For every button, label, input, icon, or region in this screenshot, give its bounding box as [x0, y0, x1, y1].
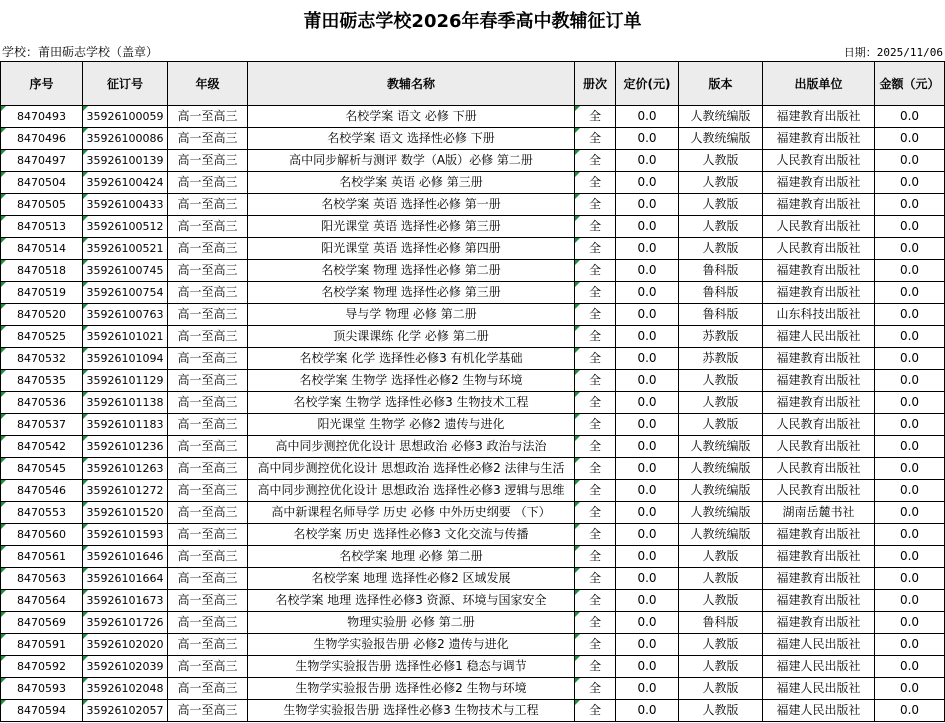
date-label: 日期：2025/11/06 — [843, 46, 943, 59]
header-col-order-code: 征订号 — [83, 62, 168, 106]
cell-grade: 高一至高三 — [168, 392, 248, 414]
cell-edition: 人教版 — [679, 414, 763, 436]
cell-volume: 全 — [575, 546, 616, 568]
cell-order-code: 35926101021 — [83, 326, 168, 348]
cell-amount: 0.0 — [875, 238, 945, 260]
table-row — [1, 634, 945, 656]
cell-grade: 高一至高三 — [168, 546, 248, 568]
cell-order-code: 35926101236 — [83, 436, 168, 458]
cell-seq: 8470525 — [1, 326, 83, 348]
header-col-amount: 金额（元） — [875, 62, 945, 106]
cell-amount: 0.0 — [875, 568, 945, 590]
cell-book-name: 名校学案 英语 选择性必修 第一册 — [248, 194, 575, 216]
cell-order-code: 35926101520 — [83, 502, 168, 524]
cell-grade: 高一至高三 — [168, 458, 248, 480]
cell-book-name: 名校学案 生物学 选择性必修2 生物与环境 — [248, 370, 575, 392]
header-col-publisher: 出版单位 — [763, 62, 875, 106]
cell-amount: 0.0 — [875, 458, 945, 480]
cell-price: 0.0 — [616, 238, 679, 260]
cell-order-code: 35926101183 — [83, 414, 168, 436]
cell-seq: 8470505 — [1, 194, 83, 216]
cell-price: 0.0 — [616, 656, 679, 678]
cell-grade: 高一至高三 — [168, 700, 248, 722]
cell-book-name: 名校学案 生物学 选择性必修3 生物技术工程 — [248, 392, 575, 414]
cell-amount: 0.0 — [875, 370, 945, 392]
cell-publisher: 福建人民出版社 — [763, 326, 875, 348]
cell-seq: 8470532 — [1, 348, 83, 370]
cell-price: 0.0 — [616, 700, 679, 722]
table-row — [1, 128, 945, 150]
cell-grade: 高一至高三 — [168, 502, 248, 524]
cell-amount: 0.0 — [875, 502, 945, 524]
table-row — [1, 678, 945, 700]
cell-publisher: 福建人民出版社 — [763, 656, 875, 678]
cell-price: 0.0 — [616, 128, 679, 150]
cell-price: 0.0 — [616, 392, 679, 414]
cell-price: 0.0 — [616, 282, 679, 304]
cell-publisher: 福建教育出版社 — [763, 172, 875, 194]
cell-grade: 高一至高三 — [168, 656, 248, 678]
cell-book-name: 生物学实验报告册 选择性必修1 稳态与调节 — [248, 656, 575, 678]
cell-seq: 8470592 — [1, 656, 83, 678]
table-row — [1, 348, 945, 370]
cell-edition: 人教统编版 — [679, 458, 763, 480]
header-col-book-name: 教辅名称 — [248, 62, 575, 106]
cell-volume: 全 — [575, 612, 616, 634]
cell-seq: 8470520 — [1, 304, 83, 326]
cell-grade: 高一至高三 — [168, 128, 248, 150]
cell-grade: 高一至高三 — [168, 480, 248, 502]
header-col-volume: 册次 — [575, 62, 616, 106]
cell-publisher: 福建教育出版社 — [763, 524, 875, 546]
header-col-grade: 年级 — [168, 62, 248, 106]
cell-order-code: 35926101272 — [83, 480, 168, 502]
cell-edition: 人教版 — [679, 150, 763, 172]
cell-amount: 0.0 — [875, 172, 945, 194]
cell-order-code: 35926102057 — [83, 700, 168, 722]
cell-edition: 人教版 — [679, 700, 763, 722]
cell-seq: 8470546 — [1, 480, 83, 502]
cell-amount: 0.0 — [875, 260, 945, 282]
table-row — [1, 436, 945, 458]
cell-volume: 全 — [575, 480, 616, 502]
cell-book-name: 名校学案 英语 必修 第三册 — [248, 172, 575, 194]
table-header-row — [1, 62, 945, 106]
table-body — [1, 106, 945, 722]
cell-price: 0.0 — [616, 568, 679, 590]
cell-order-code: 35926100754 — [83, 282, 168, 304]
cell-publisher: 福建教育出版社 — [763, 590, 875, 612]
cell-price: 0.0 — [616, 436, 679, 458]
order-table — [0, 61, 945, 722]
cell-publisher: 福建教育出版社 — [763, 128, 875, 150]
cell-seq: 8470536 — [1, 392, 83, 414]
cell-price: 0.0 — [616, 590, 679, 612]
cell-price: 0.0 — [616, 612, 679, 634]
cell-order-code: 35926101094 — [83, 348, 168, 370]
cell-publisher: 福建教育出版社 — [763, 568, 875, 590]
cell-seq: 8470497 — [1, 150, 83, 172]
cell-seq: 8470493 — [1, 106, 83, 128]
cell-seq: 8470553 — [1, 502, 83, 524]
cell-volume: 全 — [575, 656, 616, 678]
cell-edition: 人教版 — [679, 656, 763, 678]
cell-order-code: 35926101664 — [83, 568, 168, 590]
cell-book-name: 名校学案 历史 选择性必修3 文化交流与传播 — [248, 524, 575, 546]
cell-amount: 0.0 — [875, 546, 945, 568]
cell-edition: 人教统编版 — [679, 436, 763, 458]
cell-amount: 0.0 — [875, 678, 945, 700]
table-row — [1, 106, 945, 128]
cell-amount: 0.0 — [875, 150, 945, 172]
header-col-seq: 序号 — [1, 62, 83, 106]
cell-amount: 0.0 — [875, 282, 945, 304]
cell-publisher: 人民教育出版社 — [763, 458, 875, 480]
cell-book-name: 顶尖课课练 化学 必修 第二册 — [248, 326, 575, 348]
cell-seq: 8470545 — [1, 458, 83, 480]
cell-edition: 人教统编版 — [679, 128, 763, 150]
table-row — [1, 392, 945, 414]
cell-volume: 全 — [575, 678, 616, 700]
cell-grade: 高一至高三 — [168, 106, 248, 128]
cell-seq: 8470535 — [1, 370, 83, 392]
cell-volume: 全 — [575, 568, 616, 590]
cell-publisher: 福建教育出版社 — [763, 194, 875, 216]
table-row — [1, 502, 945, 524]
cell-edition: 人教版 — [679, 392, 763, 414]
cell-edition: 人教版 — [679, 546, 763, 568]
cell-amount: 0.0 — [875, 304, 945, 326]
cell-price: 0.0 — [616, 348, 679, 370]
cell-volume: 全 — [575, 282, 616, 304]
cell-edition: 人教版 — [679, 172, 763, 194]
cell-edition: 鲁科版 — [679, 612, 763, 634]
cell-grade: 高一至高三 — [168, 304, 248, 326]
cell-seq: 8470513 — [1, 216, 83, 238]
cell-grade: 高一至高三 — [168, 282, 248, 304]
table-row — [1, 612, 945, 634]
cell-book-name: 阳光课堂 英语 选择性必修 第四册 — [248, 238, 575, 260]
cell-volume: 全 — [575, 348, 616, 370]
cell-amount: 0.0 — [875, 216, 945, 238]
cell-book-name: 高中新课程名师导学 历史 必修 中外历史纲要 （下） — [248, 502, 575, 524]
cell-seq: 8470514 — [1, 238, 83, 260]
table-row — [1, 414, 945, 436]
cell-grade: 高一至高三 — [168, 216, 248, 238]
cell-edition: 人教版 — [679, 678, 763, 700]
cell-edition: 鲁科版 — [679, 304, 763, 326]
cell-price: 0.0 — [616, 216, 679, 238]
cell-book-name: 物理实验册 必修 第二册 — [248, 612, 575, 634]
cell-volume: 全 — [575, 172, 616, 194]
cell-amount: 0.0 — [875, 106, 945, 128]
cell-seq: 8470504 — [1, 172, 83, 194]
table-row — [1, 480, 945, 502]
cell-volume: 全 — [575, 502, 616, 524]
cell-publisher: 福建教育出版社 — [763, 106, 875, 128]
cell-grade: 高一至高三 — [168, 678, 248, 700]
cell-amount: 0.0 — [875, 128, 945, 150]
cell-seq: 8470563 — [1, 568, 83, 590]
cell-order-code: 35926101646 — [83, 546, 168, 568]
table-row — [1, 326, 945, 348]
cell-price: 0.0 — [616, 326, 679, 348]
cell-order-code: 35926102048 — [83, 678, 168, 700]
cell-seq: 8470591 — [1, 634, 83, 656]
cell-order-code: 35926100521 — [83, 238, 168, 260]
cell-publisher: 福建人民出版社 — [763, 700, 875, 722]
cell-grade: 高一至高三 — [168, 590, 248, 612]
cell-grade: 高一至高三 — [168, 370, 248, 392]
cell-grade: 高一至高三 — [168, 326, 248, 348]
cell-publisher: 福建教育出版社 — [763, 546, 875, 568]
cell-grade: 高一至高三 — [168, 238, 248, 260]
table-row — [1, 216, 945, 238]
cell-volume: 全 — [575, 216, 616, 238]
table-row — [1, 150, 945, 172]
cell-edition: 人教统编版 — [679, 524, 763, 546]
cell-amount: 0.0 — [875, 326, 945, 348]
cell-book-name: 高中同步解析与测评 数学（A版）必修 第二册 — [248, 150, 575, 172]
cell-seq: 8470564 — [1, 590, 83, 612]
cell-edition: 人教统编版 — [679, 106, 763, 128]
cell-seq: 8470518 — [1, 260, 83, 282]
cell-publisher: 人民教育出版社 — [763, 150, 875, 172]
cell-volume: 全 — [575, 392, 616, 414]
cell-seq: 8470594 — [1, 700, 83, 722]
cell-edition: 鲁科版 — [679, 282, 763, 304]
table-row — [1, 656, 945, 678]
table-row — [1, 458, 945, 480]
cell-volume: 全 — [575, 458, 616, 480]
table-row — [1, 238, 945, 260]
cell-order-code: 35926100086 — [83, 128, 168, 150]
cell-order-code: 35926100745 — [83, 260, 168, 282]
cell-order-code: 35926101129 — [83, 370, 168, 392]
cell-amount: 0.0 — [875, 590, 945, 612]
cell-seq: 8470542 — [1, 436, 83, 458]
cell-seq: 8470569 — [1, 612, 83, 634]
cell-book-name: 名校学案 语文 必修 下册 — [248, 106, 575, 128]
cell-book-name: 阳光课堂 英语 选择性必修 第三册 — [248, 216, 575, 238]
cell-volume: 全 — [575, 150, 616, 172]
cell-book-name: 高中同步测控优化设计 思想政治 选择性必修2 法律与生活 — [248, 458, 575, 480]
table-row — [1, 282, 945, 304]
cell-amount: 0.0 — [875, 524, 945, 546]
cell-publisher: 福建人民出版社 — [763, 678, 875, 700]
cell-amount: 0.0 — [875, 480, 945, 502]
cell-edition: 人教统编版 — [679, 502, 763, 524]
cell-edition: 人教版 — [679, 590, 763, 612]
cell-publisher: 福建教育出版社 — [763, 392, 875, 414]
cell-publisher: 人民教育出版社 — [763, 414, 875, 436]
table-row — [1, 546, 945, 568]
cell-amount: 0.0 — [875, 634, 945, 656]
table-row — [1, 370, 945, 392]
cell-publisher: 福建教育出版社 — [763, 260, 875, 282]
cell-order-code: 35926101726 — [83, 612, 168, 634]
cell-volume: 全 — [575, 700, 616, 722]
cell-price: 0.0 — [616, 678, 679, 700]
cell-volume: 全 — [575, 370, 616, 392]
cell-publisher: 山东科技出版社 — [763, 304, 875, 326]
cell-price: 0.0 — [616, 634, 679, 656]
cell-volume: 全 — [575, 106, 616, 128]
cell-edition: 人教版 — [679, 216, 763, 238]
cell-order-code: 35926100424 — [83, 172, 168, 194]
cell-publisher: 福建人民出版社 — [763, 634, 875, 656]
cell-volume: 全 — [575, 436, 616, 458]
cell-edition: 人教版 — [679, 194, 763, 216]
cell-price: 0.0 — [616, 260, 679, 282]
cell-price: 0.0 — [616, 480, 679, 502]
cell-price: 0.0 — [616, 524, 679, 546]
cell-edition: 人教版 — [679, 568, 763, 590]
cell-edition: 人教版 — [679, 238, 763, 260]
cell-grade: 高一至高三 — [168, 348, 248, 370]
cell-order-code: 35926101673 — [83, 590, 168, 612]
cell-book-name: 阳光课堂 生物学 必修2 遗传与进化 — [248, 414, 575, 436]
cell-grade: 高一至高三 — [168, 612, 248, 634]
cell-publisher: 福建教育出版社 — [763, 612, 875, 634]
cell-amount: 0.0 — [875, 194, 945, 216]
cell-volume: 全 — [575, 414, 616, 436]
cell-publisher: 湖南岳麓书社 — [763, 502, 875, 524]
cell-volume: 全 — [575, 326, 616, 348]
cell-volume: 全 — [575, 238, 616, 260]
cell-volume: 全 — [575, 260, 616, 282]
cell-seq: 8470560 — [1, 524, 83, 546]
cell-price: 0.0 — [616, 304, 679, 326]
cell-book-name: 导与学 物理 必修 第二册 — [248, 304, 575, 326]
cell-publisher: 人民教育出版社 — [763, 436, 875, 458]
cell-seq: 8470537 — [1, 414, 83, 436]
cell-book-name: 名校学案 地理 选择性必修3 资源、环境与国家安全 — [248, 590, 575, 612]
cell-amount: 0.0 — [875, 436, 945, 458]
cell-amount: 0.0 — [875, 392, 945, 414]
cell-order-code: 35926100763 — [83, 304, 168, 326]
table-row — [1, 568, 945, 590]
cell-grade: 高一至高三 — [168, 172, 248, 194]
cell-order-code: 35926101593 — [83, 524, 168, 546]
cell-price: 0.0 — [616, 502, 679, 524]
cell-volume: 全 — [575, 194, 616, 216]
cell-book-name: 名校学案 地理 必修 第二册 — [248, 546, 575, 568]
page-title: 莆田砺志学校2026年春季高中教辅征订单 — [303, 11, 642, 32]
cell-grade: 高一至高三 — [168, 568, 248, 590]
cell-price: 0.0 — [616, 546, 679, 568]
cell-book-name: 高中同步测控优化设计 思想政治 选择性必修3 逻辑与思维 — [248, 480, 575, 502]
cell-edition: 鲁科版 — [679, 260, 763, 282]
cell-order-code: 35926100433 — [83, 194, 168, 216]
table-row — [1, 304, 945, 326]
cell-price: 0.0 — [616, 106, 679, 128]
cell-seq: 8470496 — [1, 128, 83, 150]
cell-price: 0.0 — [616, 414, 679, 436]
cell-edition: 人教版 — [679, 370, 763, 392]
cell-book-name: 生物学实验报告册 必修2 遗传与进化 — [248, 634, 575, 656]
cell-book-name: 生物学实验报告册 选择性必修3 生物技术与工程 — [248, 700, 575, 722]
cell-publisher: 人民教育出版社 — [763, 480, 875, 502]
cell-amount: 0.0 — [875, 700, 945, 722]
cell-price: 0.0 — [616, 150, 679, 172]
cell-amount: 0.0 — [875, 348, 945, 370]
cell-order-code: 35926100059 — [83, 106, 168, 128]
cell-amount: 0.0 — [875, 414, 945, 436]
cell-price: 0.0 — [616, 172, 679, 194]
cell-volume: 全 — [575, 634, 616, 656]
cell-order-code: 35926100139 — [83, 150, 168, 172]
cell-price: 0.0 — [616, 194, 679, 216]
cell-seq: 8470561 — [1, 546, 83, 568]
cell-book-name: 名校学案 化学 选择性必修3 有机化学基础 — [248, 348, 575, 370]
cell-grade: 高一至高三 — [168, 524, 248, 546]
table-row — [1, 590, 945, 612]
cell-book-name: 生物学实验报告册 选择性必修2 生物与环境 — [248, 678, 575, 700]
cell-amount: 0.0 — [875, 612, 945, 634]
cell-publisher: 福建教育出版社 — [763, 370, 875, 392]
cell-book-name: 名校学案 地理 选择性必修2 区域发展 — [248, 568, 575, 590]
cell-grade: 高一至高三 — [168, 414, 248, 436]
cell-grade: 高一至高三 — [168, 194, 248, 216]
table-row — [1, 172, 945, 194]
cell-book-name: 高中同步测控优化设计 思想政治 必修3 政治与法治 — [248, 436, 575, 458]
cell-volume: 全 — [575, 590, 616, 612]
cell-edition: 苏教版 — [679, 326, 763, 348]
cell-book-name: 名校学案 物理 选择性必修 第二册 — [248, 260, 575, 282]
school-label: 学校：莆田砺志学校（盖章） — [2, 45, 159, 59]
cell-book-name: 名校学案 语文 选择性必修 下册 — [248, 128, 575, 150]
cell-order-code: 35926102020 — [83, 634, 168, 656]
cell-price: 0.0 — [616, 370, 679, 392]
cell-grade: 高一至高三 — [168, 436, 248, 458]
table-row — [1, 700, 945, 722]
cell-volume: 全 — [575, 304, 616, 326]
cell-publisher: 福建教育出版社 — [763, 282, 875, 304]
cell-seq: 8470519 — [1, 282, 83, 304]
meta-row — [0, 44, 945, 62]
cell-edition: 人教统编版 — [679, 480, 763, 502]
cell-book-name: 名校学案 物理 选择性必修 第三册 — [248, 282, 575, 304]
cell-order-code: 35926102039 — [83, 656, 168, 678]
cell-edition: 苏教版 — [679, 348, 763, 370]
table-row — [1, 260, 945, 282]
cell-volume: 全 — [575, 524, 616, 546]
cell-price: 0.0 — [616, 458, 679, 480]
table-row — [1, 194, 945, 216]
header-col-edition: 版本 — [679, 62, 763, 106]
cell-order-code: 35926101138 — [83, 392, 168, 414]
cell-edition: 人教版 — [679, 634, 763, 656]
cell-publisher: 人民教育出版社 — [763, 216, 875, 238]
cell-grade: 高一至高三 — [168, 260, 248, 282]
cell-seq: 8470593 — [1, 678, 83, 700]
table-row — [1, 524, 945, 546]
cell-order-code: 35926100512 — [83, 216, 168, 238]
cell-grade: 高一至高三 — [168, 150, 248, 172]
cell-publisher: 人民教育出版社 — [763, 238, 875, 260]
cell-grade: 高一至高三 — [168, 634, 248, 656]
cell-order-code: 35926101263 — [83, 458, 168, 480]
cell-publisher: 福建教育出版社 — [763, 348, 875, 370]
cell-amount: 0.0 — [875, 656, 945, 678]
cell-volume: 全 — [575, 128, 616, 150]
header-col-price: 定价(元) — [616, 62, 679, 106]
